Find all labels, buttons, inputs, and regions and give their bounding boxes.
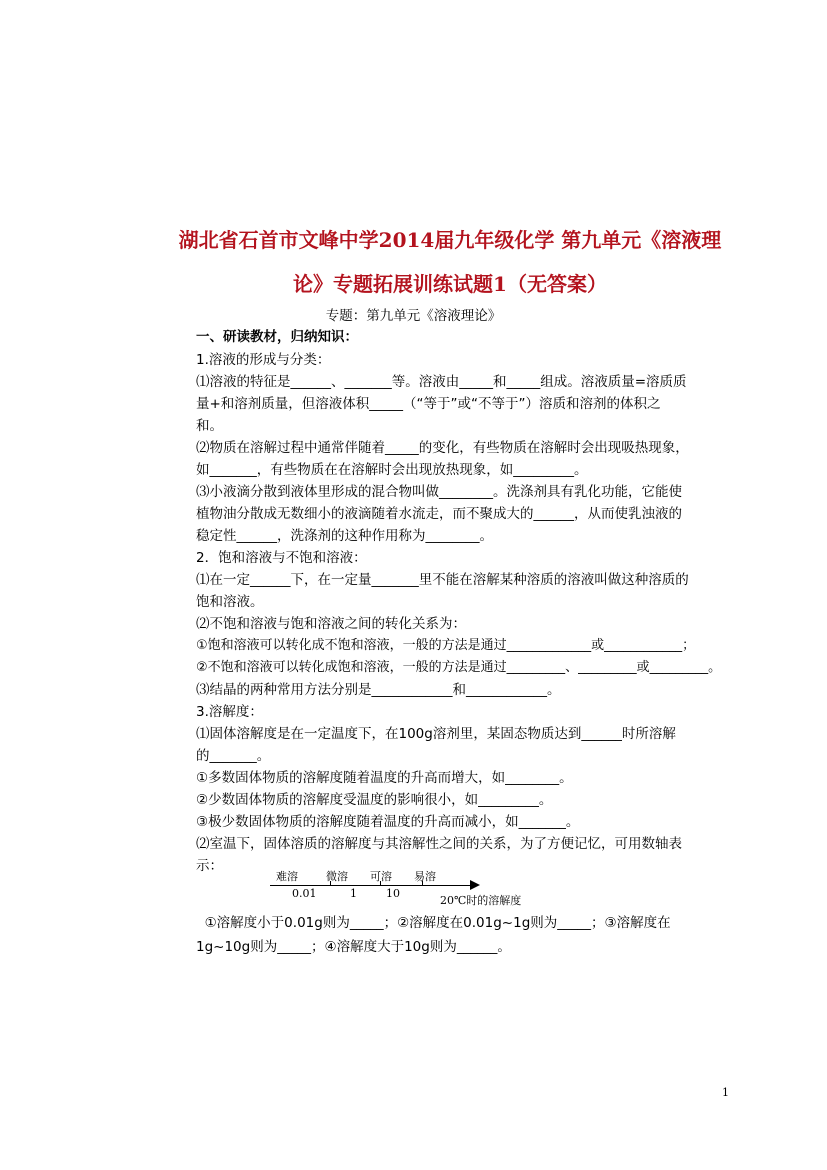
text-line: ①多数固体物质的溶解度随着温度的升高而增大，如________。: [196, 770, 573, 786]
text-line: ⑶结晶的两种常用方法分别是____________和____________。: [196, 682, 561, 698]
document-title-line-1: 湖北省石首市文峰中学2014届九年级化学 第九单元《溶液理: [178, 228, 722, 252]
text-line: ⑴固体溶解度是在一定温度下，在100g溶剂里，某固态物质达到______时所溶解: [196, 726, 676, 742]
page-number: 1: [722, 1086, 729, 1099]
axis-arrow-icon: [470, 880, 480, 890]
text-line: 1.溶液的形成与分类：: [196, 352, 331, 368]
text-line: 2．饱和溶液与不饱和溶液：: [196, 550, 367, 566]
axis-unit-label: 20℃时的溶解度: [440, 894, 522, 907]
text-line: ⑶小液滴分散到液体里形成的混合物叫做________。洗涤剂具有乳化功能，它能使: [196, 484, 682, 500]
text-line: 植物油分散成无数细小的液滴随着水流走，而不聚成大的______，从而使乳浊液的: [196, 506, 682, 522]
text-line: 3.溶解度：: [196, 704, 263, 720]
axis-tick: [422, 881, 423, 885]
text-line: 量+和溶剂质量，但溶液体积_____（“等于”或“不等于”）溶质和溶剂的体积之: [196, 396, 661, 412]
text-line: 的_______。: [196, 748, 271, 764]
axis-tick: [380, 881, 381, 885]
text-line: 如_______，有些物质在在溶解时会出现放热现象，如_________。: [196, 462, 588, 478]
section-heading: 一、研读教材，归纳知识：: [196, 329, 358, 345]
axis-tick-label: 10: [386, 887, 400, 900]
text-line: ⑴在一定______下，在一定量_______里不能在溶解某种溶质的溶液叫做这种溶质的: [196, 572, 689, 588]
axis-label-slightly-soluble: 微溶: [326, 870, 348, 883]
axis-line: [270, 885, 470, 886]
text-line: ⑵物质在溶解过程中通常伴随着_____的变化，有些物质在溶解时会出现吸热现象，: [196, 440, 689, 456]
axis-tick-values: [292, 887, 416, 900]
axis-tick-label: 1: [350, 887, 357, 900]
text-line: ③极少数固体物质的溶解度随着温度的升高而减小，如_______。: [196, 814, 580, 830]
text-line: ①饱和溶液可以转化成不饱和溶液，一般的方法是通过_____________或____________；: [196, 638, 696, 653]
text-line: 稳定性______，洗涤剂的这种作用称为________。: [196, 528, 493, 544]
text-line: 1g~10g则为_____；④溶解度大于10g则为______。: [196, 939, 511, 955]
axis-label-readily-soluble: 易溶: [414, 870, 436, 883]
text-line: ②少数固体物质的溶解度受温度的影响很小，如_________。: [196, 792, 553, 808]
document-subtitle: 专题：第九单元《溶液理论》: [325, 308, 502, 324]
document-title-line-2: 论》专题拓展训练试题1（无答案）: [293, 272, 607, 296]
axis-category-labels: [276, 868, 458, 884]
axis-label-soluble: 可溶: [370, 870, 392, 883]
axis-label-insoluble: 难溶: [276, 870, 298, 883]
axis-tick-label: 0.01: [292, 887, 317, 900]
text-line: 和。: [196, 418, 223, 434]
axis-tick: [330, 881, 331, 885]
text-line: ⑵不饱和溶液与饱和溶液之间的转化关系为：: [196, 616, 466, 632]
text-line: 示：: [196, 858, 223, 874]
text-line: ⑵室温下，固体溶质的溶解度与其溶解性之间的关系，为了方便记忆，可用数轴表: [196, 836, 682, 852]
solubility-number-line: [270, 868, 522, 908]
text-line: ⑴溶液的特征是______、_______等。溶液由_____和_____组成。溶液质量=溶质质: [196, 374, 687, 390]
text-line: ②不饱和溶液可以转化成饱和溶液，一般的方法是通过_________、_________或_________。: [196, 660, 722, 675]
text-line: 饱和溶液。: [196, 594, 264, 610]
text-line: ①溶解度小于0.01g则为_____；②溶解度在0.01g~1g则为_____；③溶解度在: [196, 915, 671, 931]
